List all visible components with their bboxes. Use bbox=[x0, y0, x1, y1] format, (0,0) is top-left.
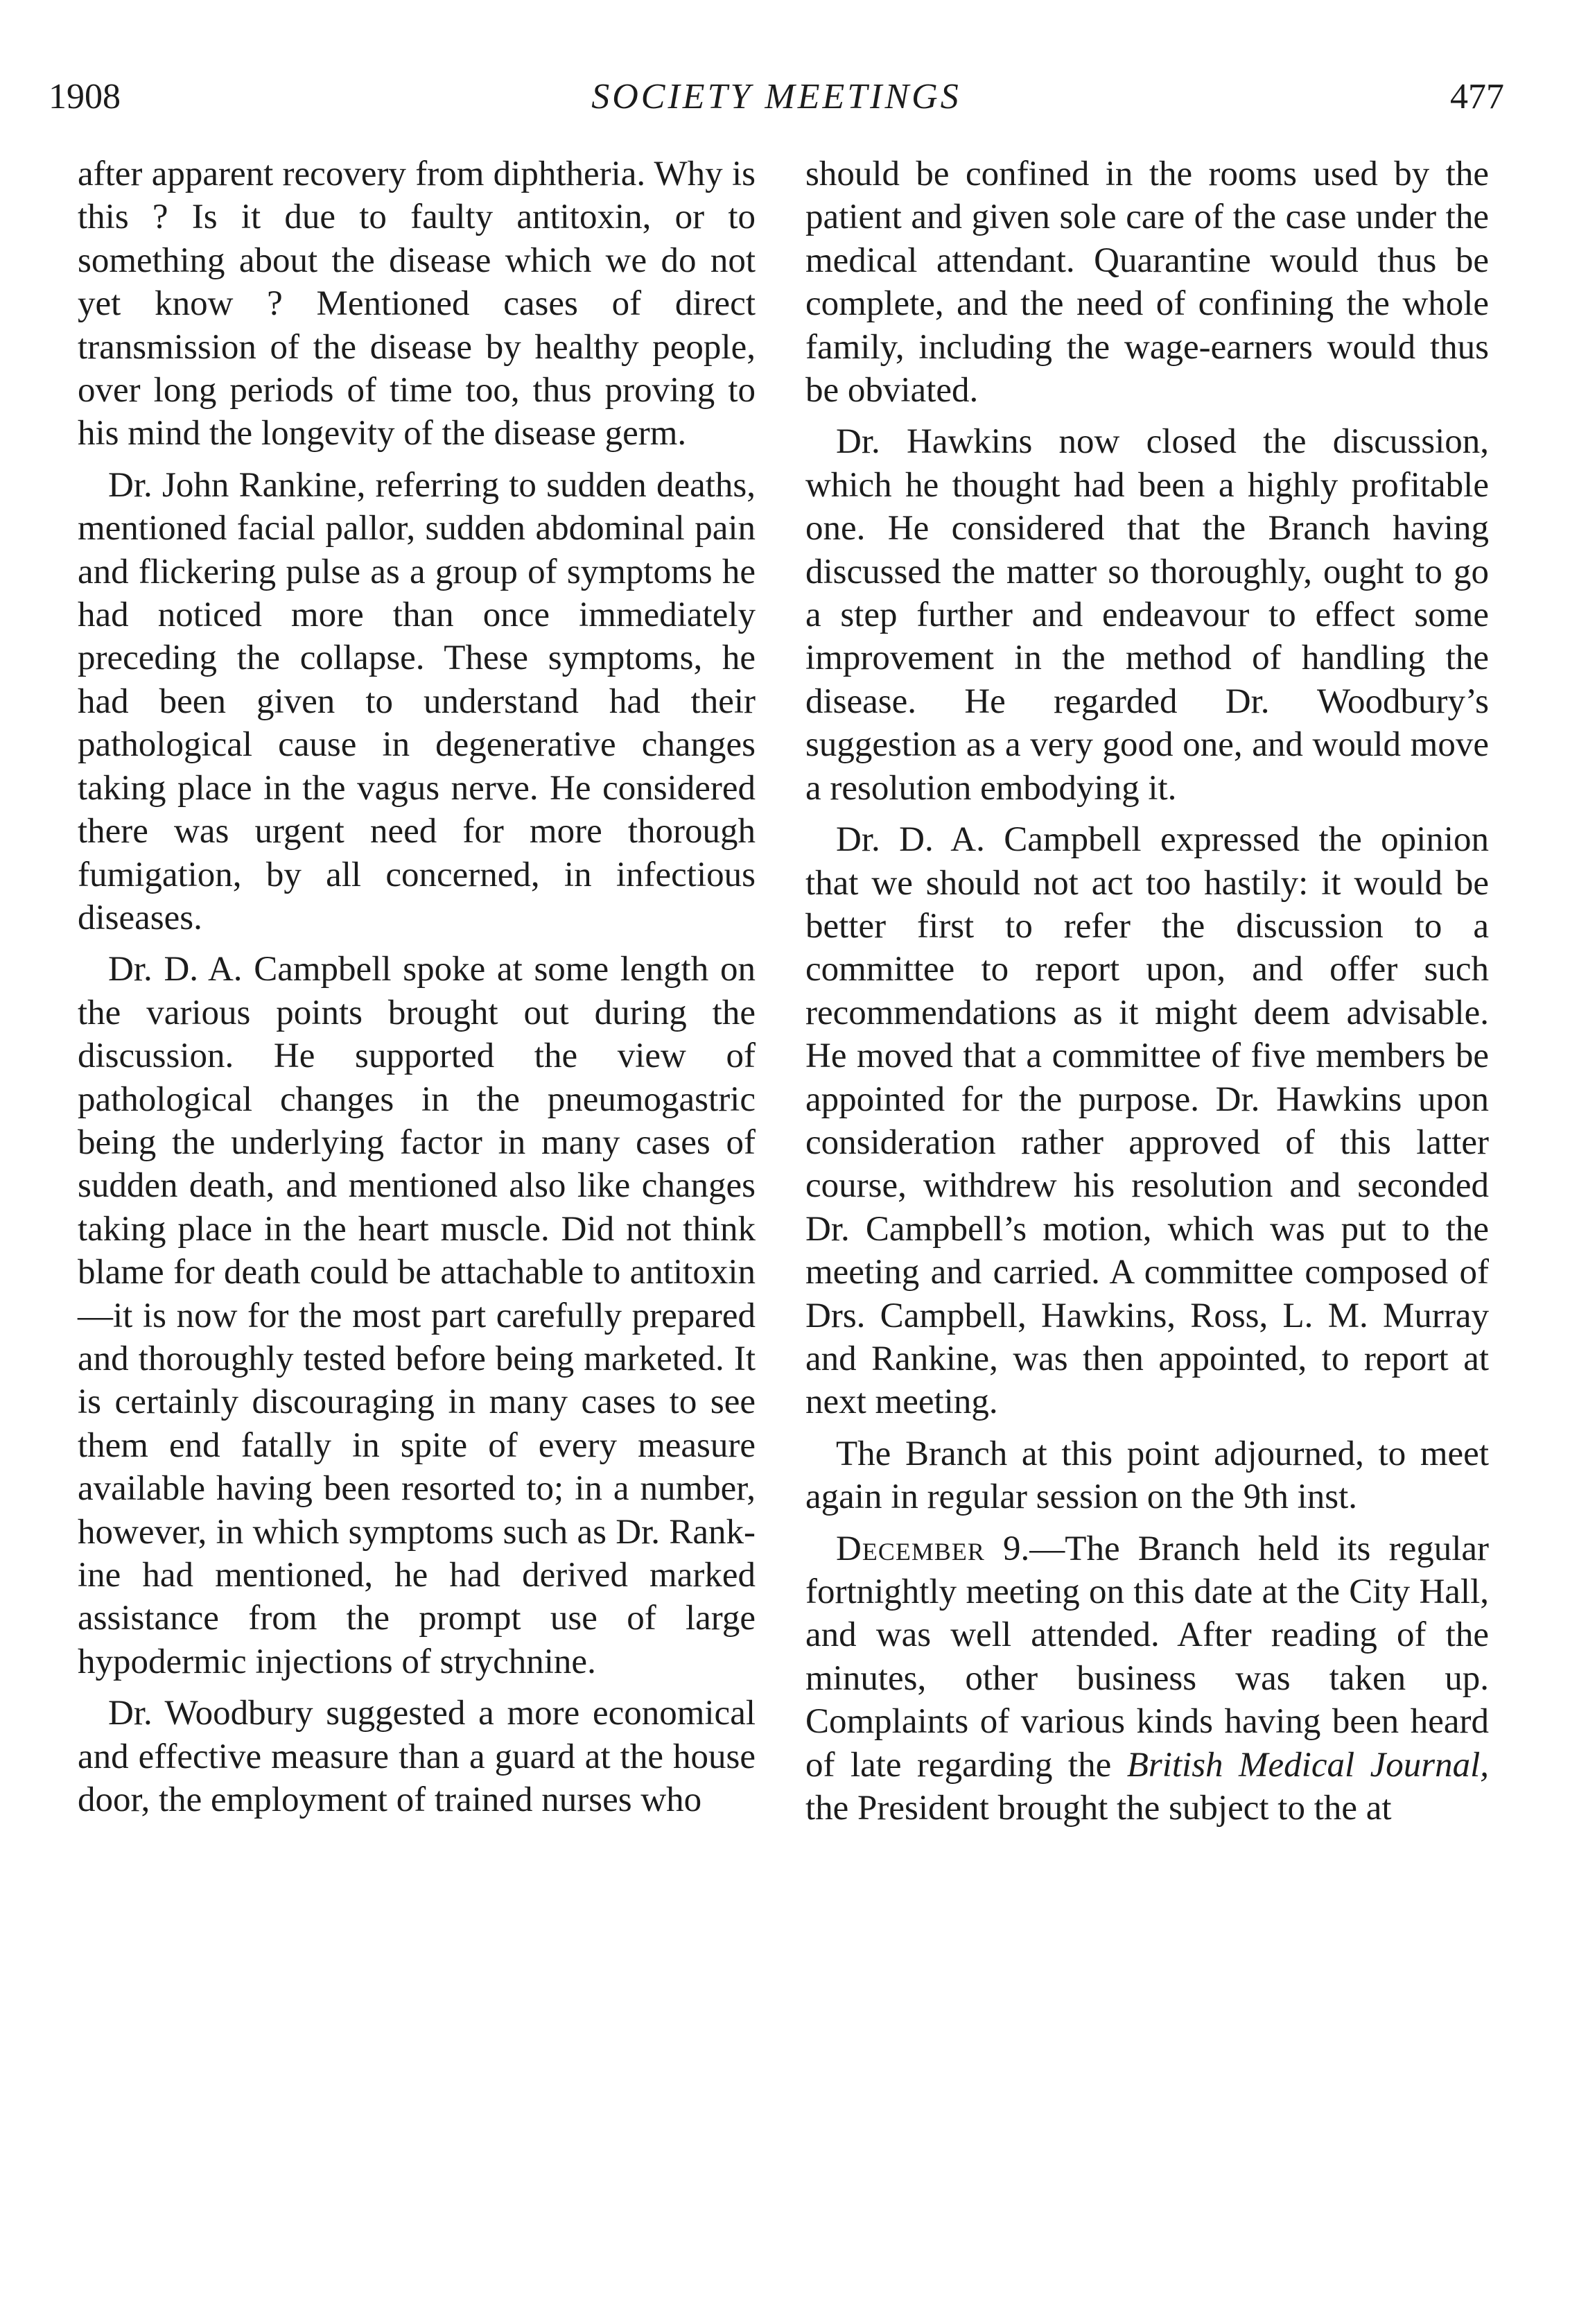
running-head bbox=[49, 69, 1504, 125]
paragraph-december-meeting bbox=[805, 1527, 1489, 1830]
paragraph-woodbury: Dr. Woodbury suggested a more economical and effective measure than a guard at the house door, the employment of trained nurses who bbox=[78, 1694, 756, 1820]
right-column bbox=[805, 153, 1489, 1838]
paragraph-nurses-continued: should be confined in the rooms used by the patient and given sole care of the case under the medical attendant. Quarantine would thus be complete, and the need of confining the whole family, including the wage-earners would thus be obviated. bbox=[805, 155, 1489, 410]
paragraph-campbell-discussion: Dr. D. A. Campbell spoke at some length on the various points brought out during the discussion. He supported the view of pathological changes in the pneumogastric being the underlying factor in many cases of sudden death, and mentioned also like changes taking place in the heart muscle. Did not think blame for death could be attachable to antitoxin—it is now for the most part carefully prepared and thoroughly tested before being marketed. It is certainly discouraging in many cases to see them end fatally in spite of every measure available having been resorted to; in a number, however, in which symptoms such as Dr. Rankine had mentioned, he had derived marked assistance from the prompt use of large hypodermic injections of strychnine. bbox=[78, 950, 756, 1681]
paragraph-diphtheria-continued: after apparent recovery from diphtheria. Why is this ? Is it due to faulty antitoxin, or to something about the disease which we do not yet know ? Mentioned cases of direct transmission of the disease by healthy people, over long periods of time too, thus proving to his mind the longevity of the disease germ. bbox=[78, 155, 756, 453]
december-text-b: the President brought the subject to the at bbox=[805, 1789, 1392, 1828]
date-heading: December bbox=[836, 1529, 985, 1568]
page-number: 477 bbox=[1450, 77, 1504, 116]
left-column bbox=[78, 153, 756, 1830]
year-label: 1908 bbox=[49, 77, 121, 116]
paragraph-rankine: Dr. John Rankine, referring to sudden deaths, mentioned facial pallor, sudden abdominal pain and flickering pulse as a group of symptoms he had noticed more than once immediately preceding the collapse. These symptoms, he had been given to understand had their pathological cause in degenerative changes taking place in the vagus nerve. He considered there was urgent need for more thorough fumigation, by all concerned, in infectious diseases. bbox=[78, 465, 756, 937]
paragraph-adjournment: The Branch at this point adjourned, to meet again in regular session on the 9th inst. bbox=[805, 1434, 1489, 1517]
paragraph-campbell-committee: Dr. D. A. Campbell expressed the opinion that we should not act too hastily: it would be better first to refer the discussion to a committee to report upon, and offer such recommendations as it might deem advisable. He moved that a committee of five members be appointed for the purpose. Dr. Hawkins upon consideration rather approved of this latter course, withdrew his resolution and seconded Dr. Campbell’s motion, which was put to the meeting and carried. A committee composed of Drs. Campbell, Hawkins, Ross, L. M. Murray and Rankine, was then appointed, to report at next meeting. bbox=[805, 820, 1489, 1422]
section-title: SOCIETY MEETINGS bbox=[591, 77, 961, 116]
journal-title: British Medical Journal, bbox=[1126, 1745, 1489, 1785]
paragraph-hawkins: Dr. Hawkins now closed the discussion, which he thought had been a highly profitable one. He considered that the Branch having discussed the matter so thoroughly, ought to go a step further and endeavour to effect some improvement in the method of handling the disease. He regarded Dr. Woodbury’s suggestion as a very good one, and would move a resolution embodying it. bbox=[805, 422, 1489, 808]
december-text-a: 9.—The Branch held its regular fortnightly meeting on this date at the City Hall, and was well attended. After reading of the minutes, other business was taken up. Complaints of various kinds having been heard of late regarding the bbox=[805, 1529, 1489, 1785]
